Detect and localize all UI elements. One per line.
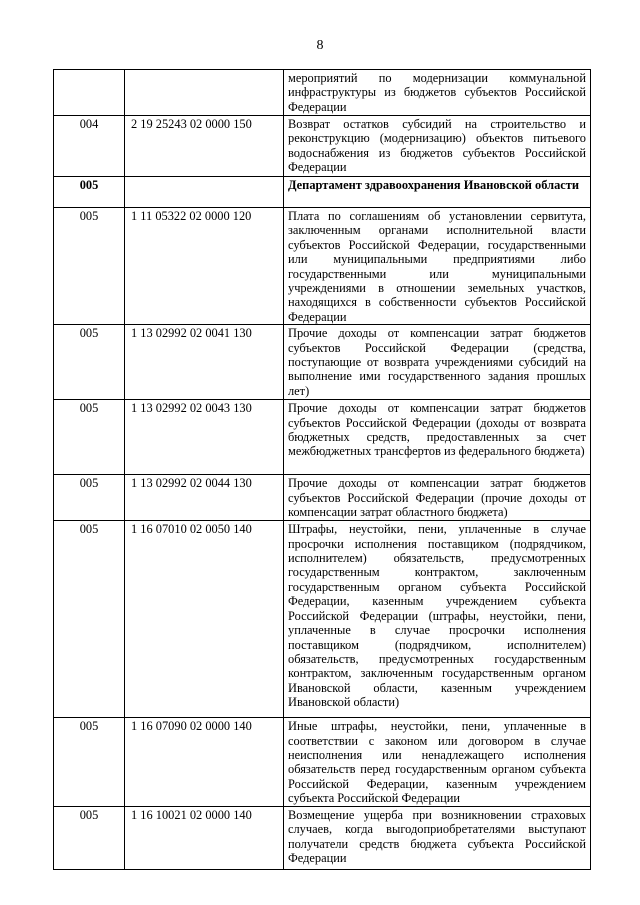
admin-code-cell: 005 xyxy=(54,806,125,869)
description-cell: Прочие доходы от компенсации затрат бюджетов субъектов Российской Федерации (средства, поступающие от возврата учреждениями субсидий на выполнение ими государственного задания прошлых лет) xyxy=(284,325,591,400)
description-cell: Иные штрафы, неустойки, пени, уплаченные в соответствии с законом или договором в случае неисполнения или ненадлежащего исполнения обязательств перед государственным органом субъекта Российской Федерации, казенным учреждением субъекта Российской Федерации xyxy=(284,718,591,806)
description-cell: Возврат остатков субсидий на строительство и реконструкцию (модернизацию) объектов питьевого водоснабжения из бюджетов субъектов Российской Федерации xyxy=(284,116,591,177)
admin-code-cell: 005 xyxy=(54,400,125,475)
description-cell: мероприятий по модернизации коммунальной инфраструктуры из бюджетов субъектов Российской Федерации xyxy=(284,70,591,116)
income-code-cell: 1 11 05322 02 0000 120 xyxy=(125,208,284,325)
description-cell: Плата по соглашениям об установлении сервитута, заключенным органами исполнительной власти субъектов Российской Федерации, государственными или муниципальными предприятиями либо государственными или муниципальными учреждениями в отношении земельных участков, находящихся в собственности субъектов Российской Федерации xyxy=(284,208,591,325)
table-row xyxy=(54,806,591,869)
section-header-row xyxy=(54,177,591,208)
table-row xyxy=(54,521,591,718)
income-code-cell: 1 13 02992 02 0041 130 xyxy=(125,325,284,400)
income-code-cell: 1 13 02992 02 0044 130 xyxy=(125,475,284,521)
admin-code-cell: 005 xyxy=(54,521,125,718)
admin-code-cell xyxy=(54,70,125,116)
department-name-cell: Департамент здравоохранения Ивановской области xyxy=(284,177,591,208)
admin-code-cell: 005 xyxy=(54,475,125,521)
table-row xyxy=(54,475,591,521)
admin-code-cell: 004 xyxy=(54,116,125,177)
table-row xyxy=(54,325,591,400)
table-row xyxy=(54,718,591,806)
page-number: 8 xyxy=(316,38,324,53)
description-cell: Возмещение ущерба при возникновении страховых случаев, когда выгодоприобретателями выступают получатели средств бюджета субъекта Российской Федерации xyxy=(284,806,591,869)
admin-code-cell: 005 xyxy=(54,718,125,806)
income-code-cell: 1 16 07010 02 0050 140 xyxy=(125,521,284,718)
admin-code-cell: 005 xyxy=(54,325,125,400)
table-row xyxy=(54,400,591,475)
description-cell: Штрафы, неустойки, пени, уплаченные в случае просрочки исполнения поставщиком (подрядчиком, исполнителем) обязательств, предусмотренных государственным контрактом, заключенным государственным органом субъекта Российской Федерации, казенным учреждением субъекта Российской Федерации (штрафы, неустойки, пени, уплаченные в случае просрочки исполнения поставщиком (подрядчиком, исполнителем) обязательств, предусмотренных государственным контрактом, заключенным государственным органом Ивановской области, казенным учреждением Ивановской области) xyxy=(284,521,591,718)
table-row xyxy=(54,70,591,116)
admin-code-cell: 005 xyxy=(54,177,125,208)
income-code-cell xyxy=(125,177,284,208)
income-code-cell xyxy=(125,70,284,116)
table-row xyxy=(54,208,591,325)
income-code-cell: 1 16 07090 02 0000 140 xyxy=(125,718,284,806)
description-cell: Прочие доходы от компенсации затрат бюджетов субъектов Российской Федерации (прочие доходы от компенсации затрат областного бюджета) xyxy=(284,475,591,521)
income-code-cell: 2 19 25243 02 0000 150 xyxy=(125,116,284,177)
table-body xyxy=(54,70,591,870)
description-cell: Прочие доходы от компенсации затрат бюджетов субъектов Российской Федерации (доходы от возврата бюджетных средств, предоставленных за счет межбюджетных трансфертов из федерального бюджета) xyxy=(284,400,591,475)
income-code-cell: 1 16 10021 02 0000 140 xyxy=(125,806,284,869)
income-code-cell: 1 13 02992 02 0043 130 xyxy=(125,400,284,475)
table-row xyxy=(54,116,591,177)
admin-code-cell: 005 xyxy=(54,208,125,325)
income-codes-table xyxy=(53,69,591,870)
